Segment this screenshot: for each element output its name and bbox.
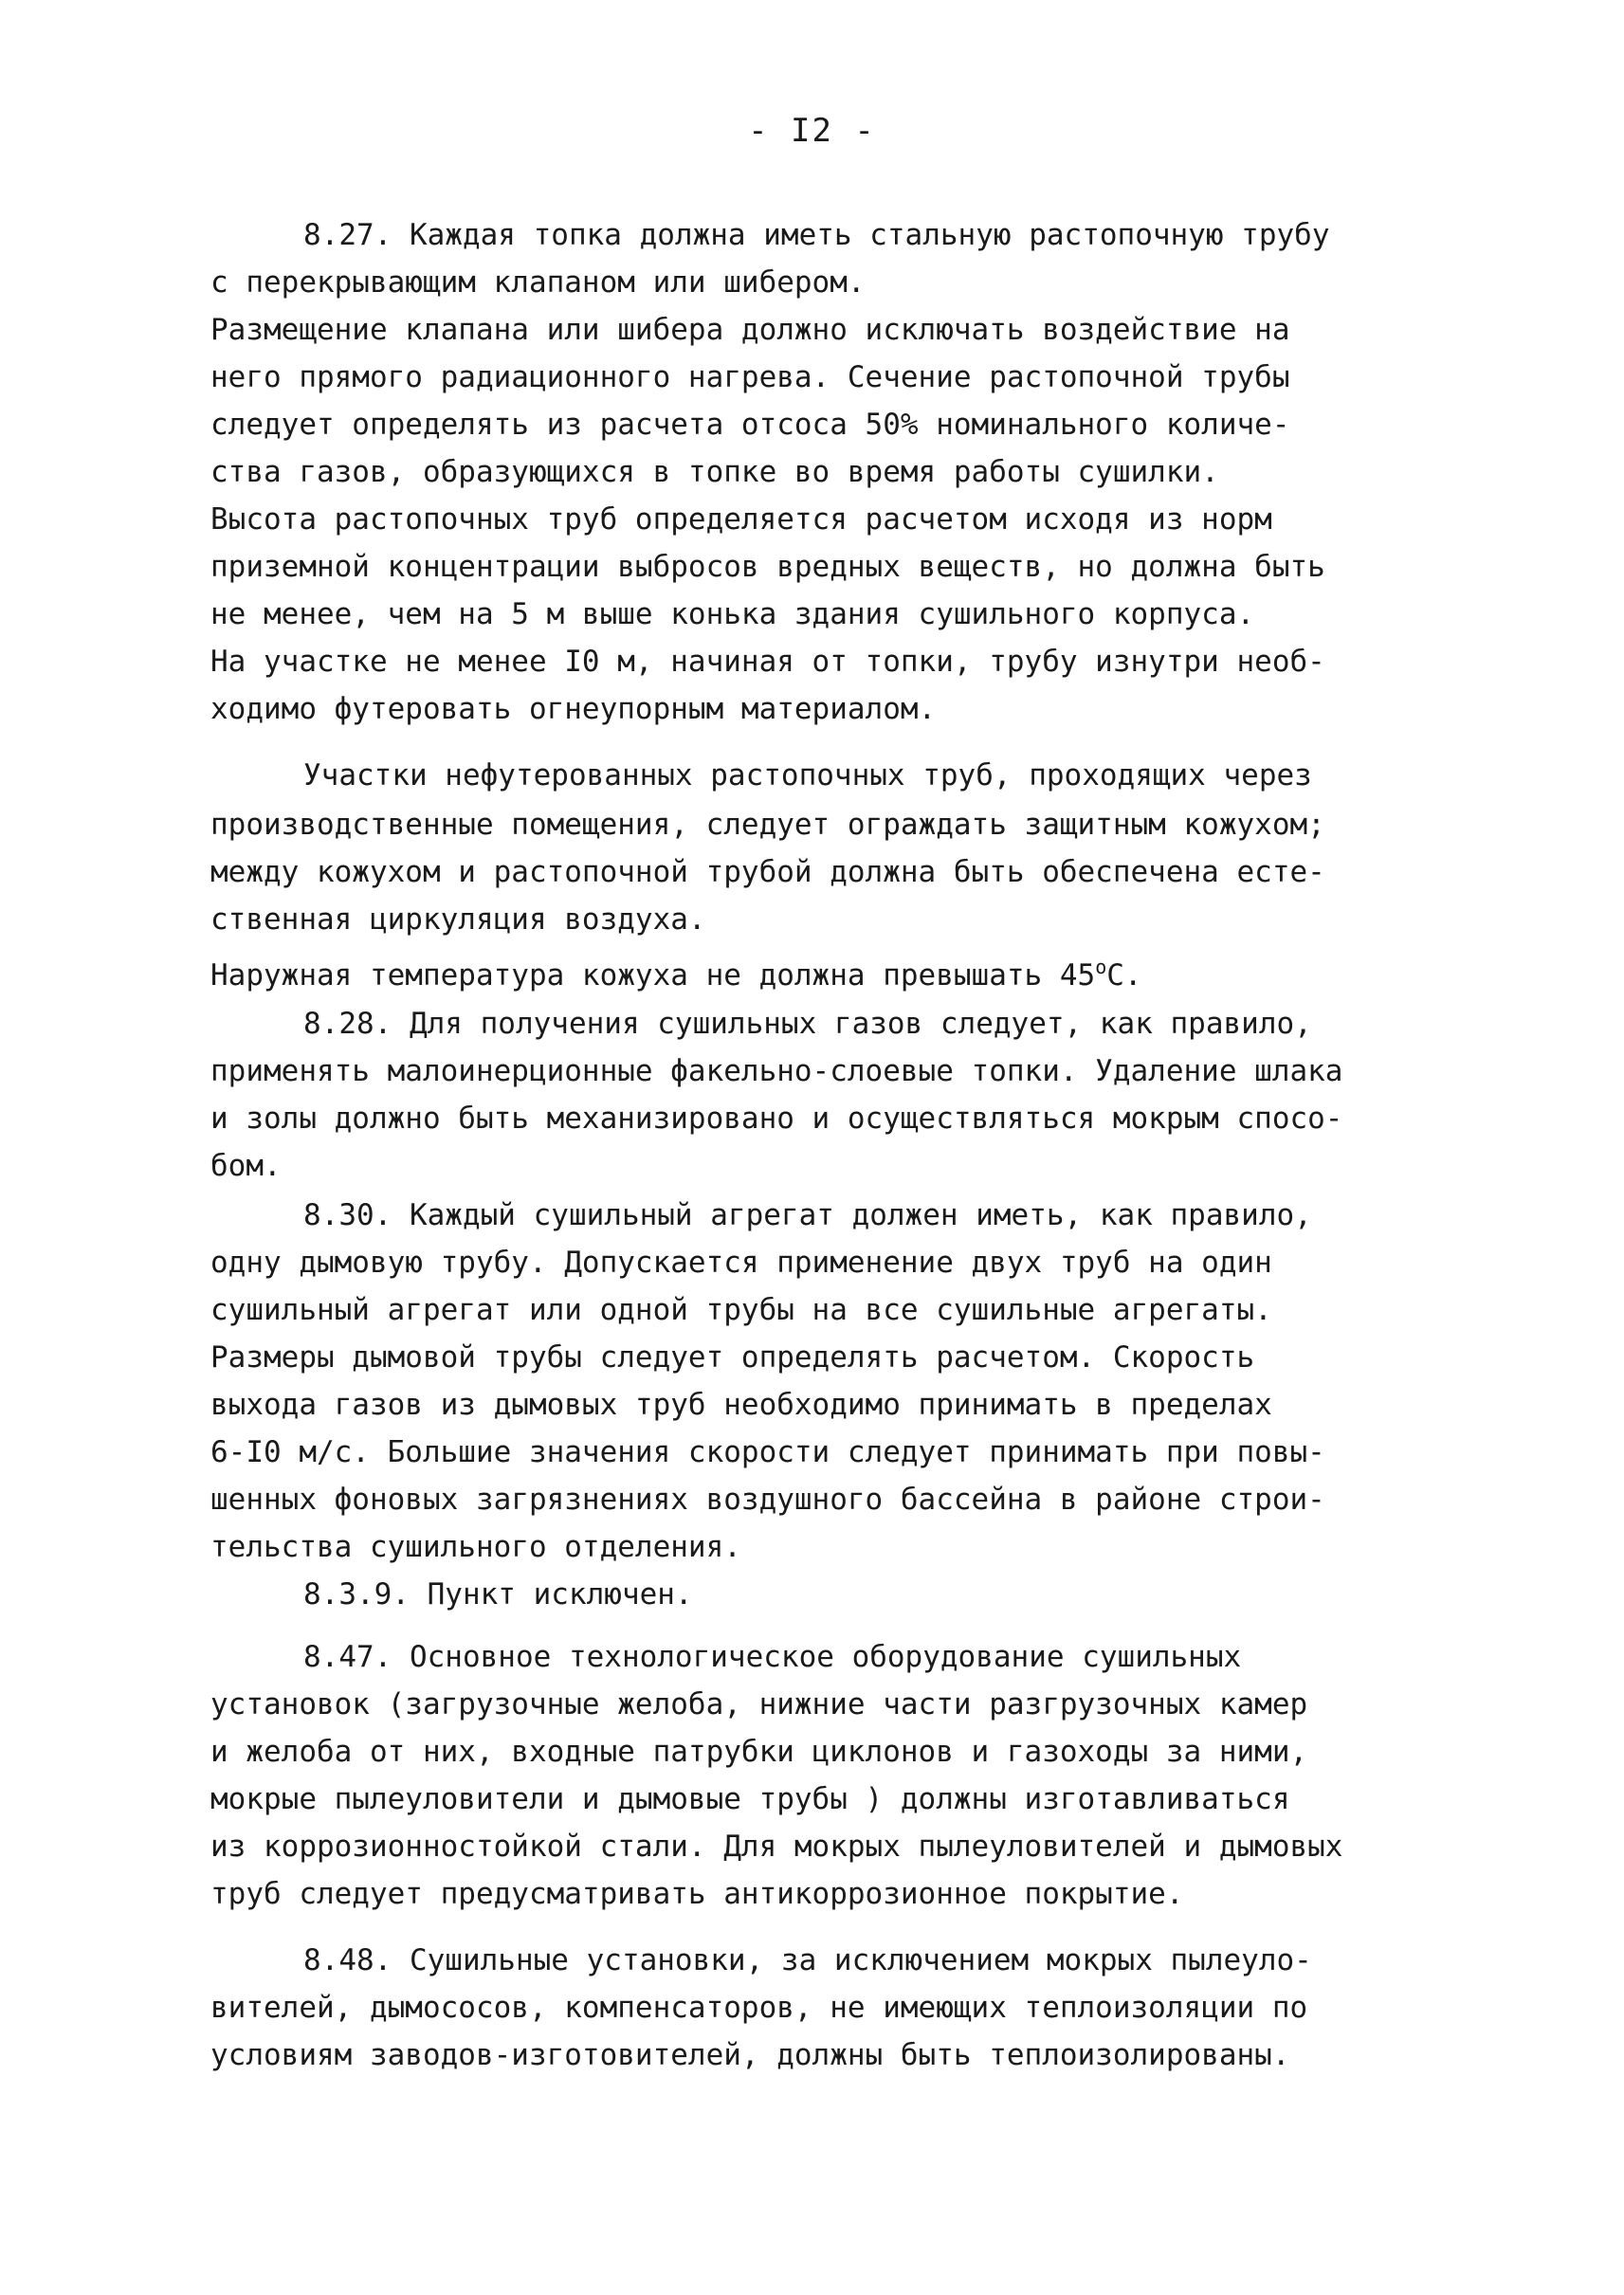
text-line: Размеры дымовой трубы следует определять расчетом. Скорость xyxy=(210,1340,1255,1375)
text-line: условиям заводов-изготовителей, должны быть теплоизолированы. xyxy=(210,2038,1290,2072)
text-line: вителей, дымососов, компенсаторов, не имеющих теплоизоляции по xyxy=(210,1991,1308,2025)
text-line: ственная циркуляция воздуха. xyxy=(210,902,706,937)
page-number: - I2 - xyxy=(748,112,876,150)
text-line: и желоба от них, входные патрубки циклонов и газоходы за ними, xyxy=(210,1735,1308,1769)
text-line: одну дымовую трубу. Допускается применение двух труб на один xyxy=(210,1246,1272,1280)
text-line-temperature xyxy=(210,948,1142,994)
text-line: труб следует предусматривать антикоррозионное покрытие. xyxy=(210,1877,1184,1911)
text-line: установок (загрузочные желоба, нижние части разгрузочных камер xyxy=(210,1687,1308,1721)
text-line: и золы должно быть механизировано и осуществляться мокрым спосо- xyxy=(210,1102,1343,1136)
text-line: ства газов, образующихся в топке во время работы сушилки. xyxy=(210,455,1219,489)
text-line: из коррозионностойкой стали. Для мокрых пылеуловителей и дымовых xyxy=(210,1830,1343,1864)
text-line: применять малоинерционные факельно-слоевые топки. Удаление шлака xyxy=(210,1054,1343,1088)
text-line: производственные помещения, следует ограждать защитным кожухом; xyxy=(210,808,1325,842)
text-line: шенных фоновых загрязнениях воздушного бассейна в районе строи- xyxy=(210,1483,1325,1517)
text-line: 6-I0 м/с. Большие значения скорости следует принимать при повы- xyxy=(210,1435,1325,1469)
text-line: 8.28. Для получения сушильных газов следует, как правило, xyxy=(303,1007,1312,1041)
text-line: сушильный агрегат или одной трубы на все сушильные агрегаты. xyxy=(210,1293,1272,1327)
text-line: 8.27. Каждая топка должна иметь стальную растопочную трубу xyxy=(303,218,1330,252)
text-line: приземной концентрации выбросов вредных веществ, но должна быть xyxy=(210,550,1325,584)
text-line: него прямого радиационного нагрева. Сечение растопочной трубы xyxy=(210,360,1290,394)
temperature-unit: C. xyxy=(1106,958,1142,993)
temperature-text: Наружная температура кожуха не должна превышать 45 xyxy=(210,958,1096,993)
text-line: 8.30. Каждый сушильный агрегат должен иметь, как правило, xyxy=(303,1198,1312,1232)
text-line: На участке не менее I0 м, начиная от топки, трубу изнутри необ- xyxy=(210,645,1325,679)
text-line: ходимо футеровать огнеупорным материалом. xyxy=(210,692,937,726)
text-line: выхода газов из дымовых труб необходимо принимать в пределах xyxy=(210,1388,1272,1422)
text-line: мокрые пылеуловители и дымовые трубы ) должны изготавливаться xyxy=(210,1782,1290,1816)
text-line: тельства сушильного отделения. xyxy=(210,1530,741,1564)
text-line: с перекрывающим клапаном или шибером. xyxy=(210,265,866,300)
text-line: Размещение клапана или шибера должно исключать воздействие на xyxy=(210,313,1290,347)
text-line: 8.3.9. Пункт исключен. xyxy=(303,1577,693,1612)
text-line: Участки нефутерованных растопочных труб, проходящих через xyxy=(303,758,1312,792)
text-line: Высота растопочных труб определяется расчетом исходя из норм xyxy=(210,502,1272,537)
degree-sign: o xyxy=(1095,956,1107,978)
text-line: 8.48. Сушильные установки, за исключением мокрых пылеуло- xyxy=(303,1943,1312,1977)
text-line: следует определять из расчета отсоса 50% номинального количе- xyxy=(210,408,1290,442)
text-line: между кожухом и растопочной трубой должна быть обеспечена есте- xyxy=(210,855,1325,889)
text-line: не менее, чем на 5 м выше конька здания сушильного корпуса. xyxy=(210,597,1255,631)
text-line: бом. xyxy=(210,1149,282,1183)
text-line: 8.47. Основное технологическое оборудование сушильных xyxy=(303,1640,1242,1674)
